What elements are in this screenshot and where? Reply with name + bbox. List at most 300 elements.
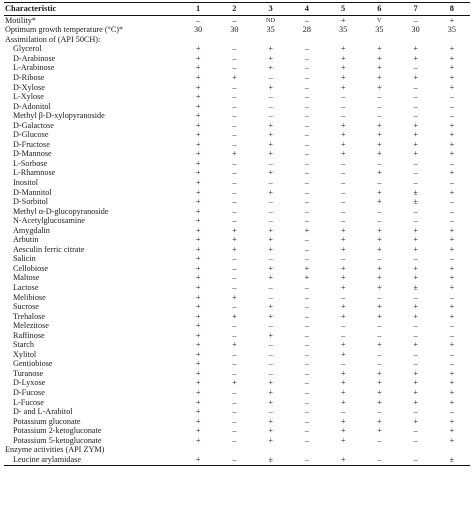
- cell-value: +: [340, 397, 346, 407]
- cell-value: +: [195, 120, 201, 130]
- cell-value: +: [195, 63, 201, 73]
- cell-value: –: [304, 292, 309, 302]
- cell-value: +: [195, 254, 201, 264]
- cell-value: –: [232, 101, 237, 111]
- cell-value: –: [304, 397, 309, 407]
- cell-value: –: [413, 168, 418, 178]
- cell-value: –: [232, 282, 237, 292]
- cell-value: +: [377, 388, 382, 397]
- cell-value: –: [304, 302, 309, 312]
- cell-value: +: [449, 416, 455, 426]
- cell-value: –: [268, 282, 273, 292]
- column-header: 4: [289, 3, 325, 16]
- table-row: [4, 283, 470, 293]
- cell-value: –: [268, 72, 273, 82]
- cell-value: –: [232, 416, 237, 426]
- cell-value: +: [449, 273, 455, 283]
- cell-value: +: [268, 63, 273, 73]
- cell-value: –: [341, 177, 346, 187]
- row-label: Glycerol: [13, 44, 42, 54]
- cell-value: –: [268, 359, 273, 369]
- cell-value: +: [340, 149, 346, 159]
- cell-value: +: [195, 225, 201, 235]
- cell-value: +: [268, 120, 273, 130]
- cell-value: –: [232, 44, 237, 54]
- cell-value: +: [340, 311, 346, 321]
- cell-value: +: [268, 130, 273, 140]
- cell-value: +: [195, 416, 201, 426]
- table-row: [4, 169, 470, 179]
- cell-value: –: [232, 92, 237, 102]
- cell-value: +: [195, 92, 201, 102]
- cell-value: [434, 446, 470, 456]
- cell-value: +: [340, 120, 346, 130]
- cell-value: +: [377, 130, 382, 140]
- cell-value: +: [449, 130, 455, 140]
- cell-value: +: [340, 273, 346, 283]
- table-row: [4, 274, 470, 284]
- cell-value: –: [232, 359, 237, 369]
- cell-value: +: [449, 282, 455, 292]
- cell-value: +: [268, 168, 273, 178]
- cell-value: –: [413, 330, 418, 340]
- cell-value: –: [413, 292, 418, 302]
- row-label: Aesculin ferric citrate: [13, 245, 85, 254]
- cell-value: +: [195, 282, 201, 292]
- cell-value: +: [340, 340, 346, 350]
- table-row: [4, 312, 470, 322]
- table-row: [4, 427, 470, 437]
- column-header: 8: [434, 3, 470, 16]
- cell-value: –: [232, 321, 237, 331]
- cell-value: +: [340, 435, 346, 445]
- row-label: Potassium 2-ketogluconate: [13, 426, 102, 436]
- cell-value: –: [268, 206, 273, 216]
- row-label: Lactose: [13, 283, 39, 292]
- cell-value: –: [341, 321, 346, 331]
- row-label: Xylitol: [13, 350, 37, 359]
- table-row: [4, 331, 470, 341]
- cell-value: –: [413, 82, 418, 92]
- cell-value: –: [449, 177, 454, 187]
- cell-value: +: [340, 378, 346, 388]
- column-header: 5: [325, 3, 361, 16]
- cell-value: –: [449, 111, 454, 121]
- cell-value: –: [232, 349, 237, 359]
- table-row: [4, 83, 470, 93]
- cell-value: –: [304, 15, 309, 25]
- row-label: D-Mannitol: [13, 187, 52, 197]
- table-row: [4, 159, 470, 169]
- cell-value: +: [377, 244, 382, 254]
- cell-value: [289, 446, 325, 456]
- cell-value: +: [268, 426, 273, 436]
- cell-value: –: [268, 111, 273, 121]
- row-label: Melibiose: [13, 292, 46, 302]
- cell-value: +: [449, 378, 455, 388]
- cell-value: –: [232, 82, 237, 92]
- cell-value: –: [413, 407, 418, 417]
- cell-value: +: [232, 244, 237, 254]
- table-row: [4, 341, 470, 351]
- cell-value: –: [304, 244, 309, 254]
- row-label: Leucine arylamidase: [4, 455, 180, 465]
- cell-value: –: [304, 426, 309, 436]
- table-row: [4, 255, 470, 265]
- cell-value: +: [413, 273, 418, 283]
- cell-value: +: [304, 273, 310, 283]
- row-label: D-Mannose: [13, 149, 52, 159]
- cell-value: –: [341, 111, 346, 121]
- cell-value: –: [268, 368, 273, 378]
- header-characteristic: Characteristic: [4, 3, 180, 16]
- cell-value: [398, 35, 434, 45]
- cell-value: [361, 35, 397, 45]
- column-header: 7: [398, 3, 434, 16]
- cell-value: +: [377, 311, 382, 321]
- cell-value: +: [377, 82, 382, 92]
- table-row: [4, 302, 470, 312]
- cell-value: +: [340, 63, 346, 73]
- cell-value: +: [232, 340, 237, 350]
- cell-value: +: [195, 321, 201, 331]
- cell-value: –: [413, 206, 418, 216]
- cell-value: +: [195, 435, 201, 445]
- table-row: [4, 264, 470, 274]
- cell-value: –: [232, 273, 237, 283]
- cell-value: –: [413, 158, 418, 168]
- table-row: [4, 369, 470, 379]
- cell-value: +: [232, 235, 237, 245]
- cell-value: +: [449, 311, 455, 321]
- cell-value: +: [268, 416, 273, 426]
- row-label: Gentiobiose: [13, 359, 53, 369]
- cell-value: +: [449, 388, 455, 397]
- cell-value: +: [195, 302, 201, 312]
- cell-value: +: [268, 330, 273, 340]
- cell-value: +: [413, 388, 418, 397]
- cell-value: 28: [302, 25, 311, 35]
- cell-value: –: [304, 407, 309, 417]
- cell-value: +: [195, 139, 201, 149]
- cell-value: –: [413, 435, 418, 445]
- row-label: Sucrose: [13, 302, 39, 312]
- cell-value: +: [268, 225, 273, 235]
- cell-value: +: [195, 263, 201, 273]
- cell-value: +: [340, 388, 346, 397]
- cell-value: –: [341, 158, 346, 168]
- cell-value: –: [449, 92, 454, 102]
- cell-value: +: [195, 235, 201, 245]
- cell-value: –: [232, 330, 237, 340]
- table-row: [4, 407, 470, 417]
- cell-value: +: [449, 235, 455, 245]
- cell-value: [216, 446, 252, 456]
- row-label: D-Sorbitol: [13, 197, 49, 207]
- cell-value: –: [232, 187, 237, 197]
- cell-value: –: [377, 435, 382, 445]
- cell-value: +: [268, 44, 273, 54]
- cell-value: –: [304, 216, 309, 226]
- cell-value: –: [232, 63, 237, 73]
- cell-value: –: [413, 254, 418, 264]
- cell-value: –: [304, 130, 309, 140]
- cell-value: –: [449, 101, 454, 111]
- cell-value: [434, 35, 470, 45]
- cell-value: –: [413, 111, 418, 121]
- cell-value: +: [195, 407, 201, 417]
- row-label: D-Glucose: [13, 130, 49, 140]
- cell-value: +: [413, 368, 418, 378]
- cell-value: +: [195, 426, 201, 436]
- cell-value: +: [449, 44, 455, 54]
- row-label: Starch: [13, 340, 34, 350]
- cell-value: –: [413, 177, 418, 187]
- cell-value: +: [377, 378, 382, 388]
- row-label: Assimilation of (API 50CH):: [5, 35, 101, 44]
- table-row: [4, 350, 470, 360]
- cell-value: –: [377, 206, 382, 216]
- cell-value: +: [180, 455, 216, 465]
- cell-value: +: [195, 330, 201, 340]
- cell-value: +: [449, 225, 455, 235]
- cell-value: +: [340, 235, 346, 245]
- cell-value: –: [232, 177, 237, 187]
- cell-value: –: [268, 292, 273, 302]
- table-row: [4, 446, 470, 456]
- cell-value: –: [232, 388, 237, 397]
- row-label: D-Adonitol: [13, 101, 51, 111]
- table-row: [4, 35, 470, 45]
- cell-value: +: [195, 168, 201, 178]
- cell-value: –: [304, 359, 309, 369]
- column-header: 2: [216, 3, 252, 16]
- cell-value: –: [341, 359, 346, 369]
- cell-value: +: [195, 349, 201, 359]
- cell-value: –: [232, 216, 237, 226]
- header-row: [4, 3, 470, 16]
- cell-value: +: [449, 120, 455, 130]
- row-label: D-Lyxose: [13, 378, 46, 388]
- cell-value: [253, 35, 289, 45]
- cell-value: ±: [413, 282, 418, 292]
- cell-value: +: [413, 302, 418, 312]
- cell-value: 30: [194, 25, 203, 35]
- cell-value: –: [341, 101, 346, 111]
- cell-value: +: [340, 225, 346, 235]
- cell-value: [180, 35, 216, 45]
- cell-value: +: [449, 244, 455, 254]
- cell-value: +: [340, 53, 346, 63]
- cell-value: –: [232, 53, 237, 63]
- cell-value: +: [377, 63, 382, 73]
- row-label: Inositol: [13, 178, 39, 187]
- cell-value: +: [413, 378, 418, 388]
- cell-value: –: [232, 15, 237, 25]
- cell-value: +: [268, 53, 273, 63]
- cell-value: [180, 446, 216, 456]
- cell-value: –: [377, 158, 382, 168]
- table-row: [4, 45, 470, 55]
- row-label: D-Xylose: [13, 82, 45, 92]
- table-row: [4, 398, 470, 408]
- cell-value: –: [304, 435, 309, 445]
- cell-value: –: [449, 321, 454, 331]
- cell-value: +: [195, 82, 201, 92]
- cell-value: –: [232, 130, 237, 140]
- row-label: Salicin: [13, 254, 36, 264]
- cell-value: –: [377, 101, 382, 111]
- cell-value: +: [413, 53, 418, 63]
- cell-value: +: [195, 397, 201, 407]
- cell-value: –: [268, 101, 273, 111]
- cell-value: +: [325, 455, 361, 465]
- table-row: [4, 322, 470, 332]
- cell-value: +: [232, 378, 237, 388]
- table-row: [4, 245, 470, 255]
- cell-value: –: [232, 120, 237, 130]
- row-label: Cellobiose: [13, 264, 49, 273]
- cell-value: +: [195, 177, 201, 187]
- table-row: [4, 131, 470, 141]
- table-row: [4, 216, 470, 226]
- table-row: [4, 388, 470, 398]
- cell-value: +: [377, 120, 382, 130]
- cell-value: –: [304, 92, 309, 102]
- cell-value: –: [341, 187, 346, 197]
- cell-value: +: [268, 263, 273, 273]
- cell-value: +: [195, 359, 201, 369]
- cell-value: –: [413, 426, 418, 436]
- cell-value: +: [340, 82, 346, 92]
- cell-value: +: [340, 368, 346, 378]
- cell-value: –: [268, 216, 273, 226]
- cell-value: +: [413, 149, 418, 159]
- cell-value: –: [304, 168, 309, 178]
- cell-value: ±: [413, 197, 418, 207]
- cell-value: +: [413, 244, 418, 254]
- cell-value: [325, 35, 361, 45]
- cell-value: +: [377, 263, 382, 273]
- cell-value: +: [195, 187, 201, 197]
- cell-value: –: [304, 139, 309, 149]
- cell-value: +: [413, 139, 418, 149]
- cell-value: +: [377, 149, 382, 159]
- cell-value: +: [268, 273, 273, 283]
- cell-value: +: [449, 168, 455, 178]
- table-body: [4, 16, 470, 466]
- cell-value: –: [398, 455, 434, 465]
- cell-value: +: [268, 302, 273, 312]
- cell-value: +: [195, 340, 201, 350]
- cell-value: +: [449, 149, 455, 159]
- cell-value: +: [377, 235, 382, 245]
- table-row: [4, 188, 470, 198]
- row-label: L-Xylose: [13, 92, 44, 102]
- cell-value: –: [361, 455, 397, 465]
- cell-value: +: [195, 216, 201, 226]
- table-row: [4, 92, 470, 102]
- cell-value: –: [377, 321, 382, 331]
- cell-value: –: [413, 101, 418, 111]
- cell-value: +: [232, 311, 237, 321]
- table-row: [4, 150, 470, 160]
- cell-value: –: [232, 435, 237, 445]
- row-label: Methyl α-D-glucopyranoside: [13, 206, 109, 216]
- cell-value: +: [340, 426, 346, 436]
- cell-value: –: [304, 158, 309, 168]
- cell-value: +: [449, 426, 455, 436]
- cell-value: –: [304, 368, 309, 378]
- cell-value: +: [377, 53, 382, 63]
- cell-value: –: [304, 388, 309, 397]
- cell-value: –: [268, 254, 273, 264]
- cell-value: –: [268, 197, 273, 207]
- table-row: [4, 226, 470, 236]
- cell-value: 35: [339, 25, 348, 35]
- cell-value: +: [340, 44, 346, 54]
- cell-value: –: [449, 292, 454, 302]
- table-row: [4, 436, 470, 446]
- cell-value: –: [304, 101, 309, 111]
- cell-value: +: [340, 139, 346, 149]
- cell-value: +: [413, 340, 418, 350]
- cell-value: +: [377, 368, 382, 378]
- cell-value: +: [268, 139, 273, 149]
- table-row: [4, 102, 470, 112]
- cell-value: –: [304, 72, 309, 82]
- cell-value: +: [195, 292, 201, 302]
- cell-value: –: [341, 206, 346, 216]
- cell-value: –: [304, 53, 309, 63]
- cell-value: –: [304, 111, 309, 121]
- cell-value: –: [304, 197, 309, 207]
- cell-value: –: [232, 254, 237, 264]
- cell-value: –: [341, 216, 346, 226]
- cell-value: –: [304, 340, 309, 350]
- cell-value: –: [304, 149, 309, 159]
- cell-value: –: [304, 311, 309, 321]
- cell-value: +: [413, 72, 418, 82]
- cell-value: –: [232, 111, 237, 121]
- table-row: [4, 54, 470, 64]
- cell-value: –: [304, 321, 309, 331]
- cell-value: +: [268, 235, 273, 245]
- cell-value: [361, 446, 397, 456]
- cell-value: +: [449, 263, 455, 273]
- cell-value: +: [377, 225, 382, 235]
- table-row: [4, 417, 470, 427]
- cell-value: –: [304, 235, 309, 245]
- cell-value: +: [195, 368, 201, 378]
- column-header: 6: [361, 3, 397, 16]
- table-row: [4, 121, 470, 131]
- cell-value: +: [377, 340, 382, 350]
- cell-value: –: [268, 321, 273, 331]
- cell-value: +: [340, 282, 346, 292]
- cell-value: +: [377, 302, 382, 312]
- cell-value: –: [341, 330, 346, 340]
- row-label: Potassium 5-ketogluconate: [13, 436, 102, 445]
- row-label: Motility*: [5, 15, 36, 25]
- cell-value: +: [449, 72, 455, 82]
- cell-value: +: [195, 53, 201, 63]
- cell-value: 30: [230, 25, 239, 35]
- cell-value: +: [195, 158, 201, 168]
- table-row: [4, 455, 470, 465]
- cell-value: –: [341, 292, 346, 302]
- cell-value: ±: [413, 187, 418, 197]
